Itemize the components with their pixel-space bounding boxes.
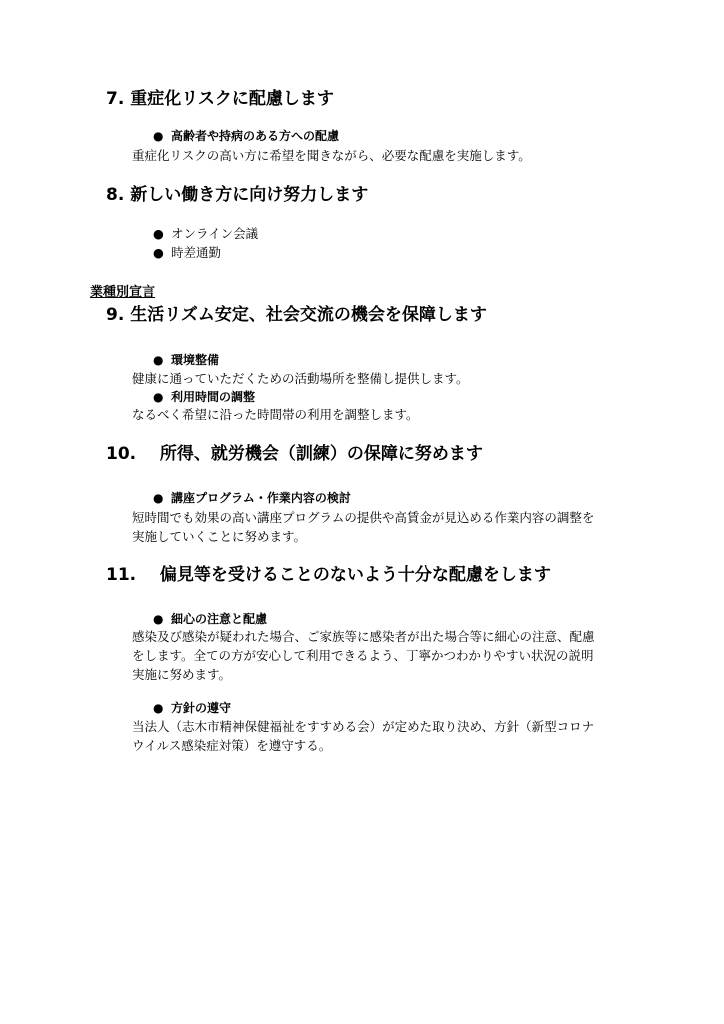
body-line: 実施に努めます。 bbox=[132, 667, 232, 682]
heading-item-8 bbox=[106, 184, 368, 206]
bullet-heading: 環境整備 bbox=[171, 353, 220, 367]
body-paragraph bbox=[132, 146, 531, 165]
body-line: 重症化リスクの高い方に希望を聞きながら、必要な配慮を実施します。 bbox=[132, 148, 531, 163]
heading-number: 11. bbox=[106, 565, 137, 585]
heading-title: 偏見等を受けることのないよう十分な配慮をします bbox=[159, 565, 551, 585]
heading-number: 9. bbox=[106, 305, 125, 325]
bullet-dot-icon: ● bbox=[153, 701, 164, 715]
bullet-dot-icon: ● bbox=[153, 129, 164, 143]
section-label: 業種別宣言 bbox=[90, 285, 156, 300]
body-paragraph bbox=[132, 405, 419, 424]
heading-item-10 bbox=[106, 443, 483, 465]
body-paragraph bbox=[132, 627, 595, 684]
body-line: をします。全ての方が安心して利用できるよう、丁寧かつわかりやすい状況の説明 bbox=[132, 648, 594, 663]
body-line: 当法人（志木市精神保健福祉をすすめる会）が定めた取り決め、方針（新型コロナ bbox=[132, 719, 595, 734]
heading-item-9 bbox=[106, 304, 487, 326]
body-line: 感染及び感染が疑われた場合、ご家族等に感染者が出た場合等に細心の注意、配慮 bbox=[132, 629, 595, 644]
heading-item-7 bbox=[106, 88, 334, 110]
bullet-dot-icon: ● bbox=[153, 353, 164, 367]
heading-title: 生活リズム安定、社会交流の機会を保障します bbox=[130, 305, 487, 325]
bullet-heading: 講座プログラム・作業内容の検討 bbox=[171, 491, 351, 505]
heading-title: 所得、就労機会（訓練）の保障に努めます bbox=[159, 444, 483, 464]
heading-number: 7. bbox=[106, 89, 125, 109]
heading-title: 新しい働き方に向け努力します bbox=[130, 185, 369, 205]
bullet-text: 時差通勤 bbox=[171, 245, 222, 260]
bullet-text: オンライン会議 bbox=[171, 226, 259, 241]
bullet-dot-icon: ● bbox=[153, 491, 164, 505]
bullet-dot-icon: ● bbox=[153, 612, 164, 626]
bullet-heading: 利用時間の調整 bbox=[171, 390, 256, 404]
heading-number: 8. bbox=[106, 185, 125, 205]
bullet-dot-icon: ● bbox=[153, 390, 164, 404]
body-paragraph bbox=[132, 508, 594, 546]
body-line: なるべく希望に沿った時間帯の利用を調整します。 bbox=[132, 407, 419, 422]
body-line: ウイルス感染症対策）を遵守する。 bbox=[132, 738, 332, 753]
heading-title: 重症化リスクに配慮します bbox=[130, 89, 334, 109]
bullet-heading: 細心の注意と配慮 bbox=[171, 612, 268, 626]
bullet-heading: 高齢者や持病のある方への配慮 bbox=[171, 129, 340, 143]
body-paragraph bbox=[132, 369, 469, 388]
bullet-dot-icon: ● bbox=[153, 226, 164, 241]
heading-number: 10. bbox=[106, 444, 137, 464]
body-line: 短時間でも効果の高い講座プログラムの提供や高賃金が見込める作業内容の調整を bbox=[132, 510, 595, 525]
body-paragraph bbox=[132, 717, 594, 755]
body-line: 実施していくことに努めます。 bbox=[132, 529, 307, 544]
heading-item-11 bbox=[106, 564, 551, 586]
bullet-dot-icon: ● bbox=[153, 245, 164, 260]
body-line: 健康に通っていただくための活動場所を整備し提供します。 bbox=[132, 371, 469, 386]
bullet-heading: 方針の遵守 bbox=[171, 701, 232, 715]
